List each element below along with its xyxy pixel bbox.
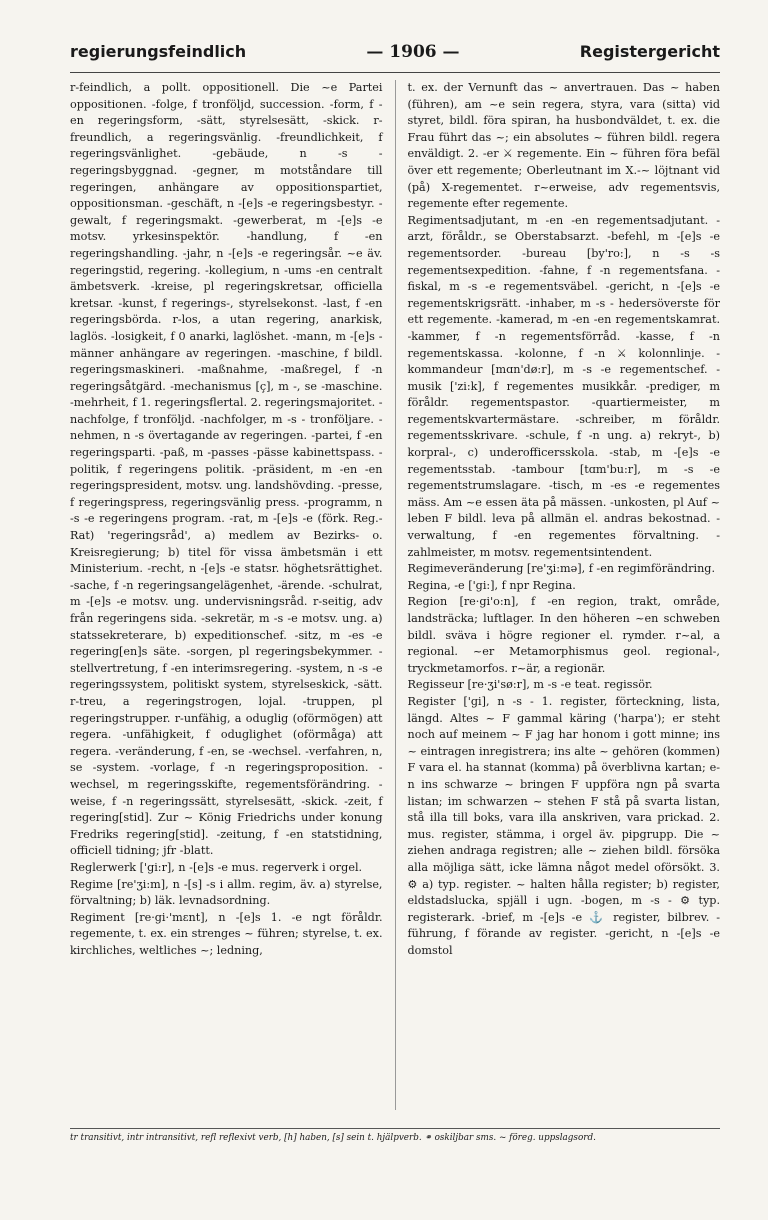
abbreviation-footer: tr transitivt, intr intransitivt, refl reflexivt verb, [h] haben, [s] sein t. hjälpverb. ⚭ oskiljbar sms. ~ föreg. uppslagsord. xyxy=(70,1128,720,1143)
entry-regiment-continued: t. ex. der Vernunft das ~ anvertrauen. Das ~ haben (führen), am ~e sein regera, styra, vara (sitta) vid styret, bildl. föra spiran, ha husbondväldet, t. ex. die Frau führt das ~; ein absolutes ~ führen bildl. regera enväldigt. 2. -er ⚔ regemente. Ein ~ führen föra befäl över ett regemente; Oberleutnant im X.-~ löjtnant vid (på) X-regementet. r~erweise, adv regementsvis, regemente efter regemente. xyxy=(407,81,724,211)
entry-regina: Regina, -e ['gi:], f npr Regina. xyxy=(407,578,576,592)
entry-regimeveraenderung: Regimeveränderung [re'ʒi:mə], f -en regimförändring. xyxy=(407,562,715,576)
entry-regime: Regime [re'ʒi:m], n -[s] -s i allm. regim, äv. a) styrelse, förvaltning; b) läk. levnadsordning. xyxy=(70,877,387,908)
entry-regisseur: Regisseur [re·ʒi'sø:r], m -s -e teat. regissör. xyxy=(407,678,653,692)
right-column xyxy=(395,80,724,1110)
entry-register: Register ['gi], n -s - 1. register, förteckning, lista, längd. Altes ~ F gammal käring ('harpa'); er steht noch auf meinem ~ F jag har honom i gott minne; ins ~ eintragen inregistrera; ins alte ~ gehören (kommen) F vara el. ha stannat (komma) på överblivna kartan; e-n ins schwarze ~ bringen F uppföra ngn på svarta listan; im schwarzen ~ stehen F stå på svarta listan, stå illa till boks, vara illa anskriven, vara prickad. 2. mus. register, stämma, i orgel äv. pipgrupp. Die ~ ziehen andraga registren; alle ~ ziehen bildl. försöka alla möjliga sätt, icke lämna något medel oförsökt. 3. ⚙ a) typ. register. ~ halten hålla register; b) register, eldstadslucka, spjäll i ugn. -bogen, m -s - ⚙ typ. registerark. -brief, m -[e]s -e ⚓ register, bilbrev. -führung, f förande av register. -gericht, n -[e]s -e domstol xyxy=(407,694,724,957)
entry-reglerwerk: Reglerwerk ['gi:r], n -[e]s -e mus. regerverk i orgel. xyxy=(70,860,363,874)
text-columns xyxy=(70,80,724,1110)
left-column xyxy=(70,80,387,1110)
entry-regierungs: r-feindlich, a pollt. oppositionell. Die ~e Partei oppositionen. -folge, f tronföljd, succession. -form, f -en regeringsform, -sätt, styrelsesätt, -skick. r-freundlich, a regeringsvänlig. -freundlichkeit, f regeringsvänlighet. -gebäude, n -s - regeringsbyggnad. -gegner, m motståndare till regeringen, anhängare av oppositionspartiet, oppositionsman. -geschäft, n -[e]s -e regeringsbestyr. -gewalt, f regeringsmakt. -gewerberat, m -[e]s -e motsv. yrkesinspektör. -handlung, f -en regeringshandling. -jahr, n -[e]s -e regeringsår. ~e äv. regeringstid, regering. -kollegium, n -ums -en centralt ämbetsverk. -kreise, pl regeringskretsar, officiella kretsar. -kunst, f regerings-, styrelsekonst. -last, f -en regeringsbörda. r-los, a utan regering, anarkisk, laglös. -losigkeit, f 0 anarki, laglöshet. -mann, m -[e]s -männer anhängare av regeringen. -maschine, f bildl. regeringsmaskineri. -maßnahme, -maßregel, f -n regeringsåtgärd. -mechanismus [ç], m -, se -maschine. -mehrheit, f 1. regeringsflertal. 2. regeringsmajoritet. -nachfolge, f tronföljd. -nachfolger, m -s - tronföljare. -nehmen, n -s övertagande av regeringen. -partei, f -en regeringsparti. -paß, m -passes -pässe kabinettspass. -politik, f regeringens politik. -präsident, m -en -en regeringspresident, motsv. ung. landshövding. -presse, f regeringspress, regeringsvänlig press. -programm, n -s -e regeringens program. -rat, m -[e]s -e (förk. Reg.-Rat) 'regeringsråd', a) medlem av Bezirks- o. Kreisregierung; b) titel för vissa ämbetsmän i ett Ministerium. -recht, n -[e]s -e statsr. höghetsrättighet. -sache, f -n regeringsangelägenhet, -ärende. -schulrat, m -[e]s -e motsv. ung. undervisningsråd. r-seitig, adv från regeringens sida. -sekretär, m -s -e motsv. ung. a) statssekreterare, b) expeditionschef. -sitz, m -es -e regering[en]s säte. -sorgen, pl regeringsbekymmer. -stellvertretung, f -en interimsregering. -system, n -s -e regeringssystem, politiskt system, styrelseskick, -sätt. r-treu, a regeringstrogen, lojal. -truppen, pl regeringstrupper. r-unfähig, a oduglig (oförmögen) att regera. -unfähigkeit, f oduglighet (oförmåga) att regera. -veränderung, f -en, se -wechsel. -verfahren, n, se -system. -vorlage, f -n regeringsproposition. -wechsel, m regeringsskifte, regementsförändring. -weise, f -n regeringssätt, styrelsesätt, -skick. -zeit, f regering[stid]. Zur ~ König Friedrichs under konung Fredriks regering[stid]. -zeitung, f -en statstidning, officiell tidning; jfr -blatt. xyxy=(70,81,387,858)
page-number: — 1906 — xyxy=(366,42,460,62)
entry-region: Region [re·gi'o:n], f -en region, trakt, område, landsträcka; luftlager. In den höheren ~en schweben bildl. sväva i högre regioner el. rymder. r~al, a regional. ~er Metamorphismus geol. regional-, tryckmetamorfos. r~är, a regionär. xyxy=(407,595,724,675)
entry-regiments: Regimentsadjutant, m -en -en regementsadjutant. -arzt, föråldr., se Oberstabsarzt. -befehl, m -[e]s -e regementsorder. -bureau [by'ro:], n -s -s regementsexpedition. -fahne, f -n regementsfana. -fiskal, m -s -e regementsväbel. -gericht, n -[e]s -e regementskrigsrätt. -inhaber, m -s - hedersöverste för ett regemente. -kamerad, m -en -en regementskamrat. -kammer, f -n regementsförråd. -kasse, f -n regementskassa. -kolonne, f -n ⚔ kolonnlinje. -kommandeur [mɑn'dø:r], m -s -e regementschef. -musik ['zi:k], f regementes musikkår. -prediger, m föråldr. regementspastor. -quartiermeister, m regementskvartermästare. -schreiber, m föråldr. regementsskrivare. -schule, f -n ung. a) rekryt-, b) korpral-, c) underofficersskola. -stab, m -[e]s -e regementsstab. -tambour [tɑm'bu:r], m -s -e regementstrumslagare. -tisch, m -es -e regementes mäss. Am ~e essen äta på mässen. -unkosten, pl Auf ~ leben F bildl. leva på allmän el. andras bekostnad. -verwaltung, f -en regementes förvaltning. -zahlmeister, m motsv. regementsintendent. xyxy=(407,213,724,559)
header-first-word: regierungsfeindlich xyxy=(70,42,247,61)
header-last-word: Registergericht xyxy=(579,42,720,61)
running-header xyxy=(70,42,720,73)
entry-regiment: Regiment [re·gi·'mɛnt], n -[e]s 1. -e ngt föråldr. regemente, t. ex. ein strenges ~ führen; styrelse, t. ex. kirchliches, weltliches ~; ledning, xyxy=(70,910,387,957)
